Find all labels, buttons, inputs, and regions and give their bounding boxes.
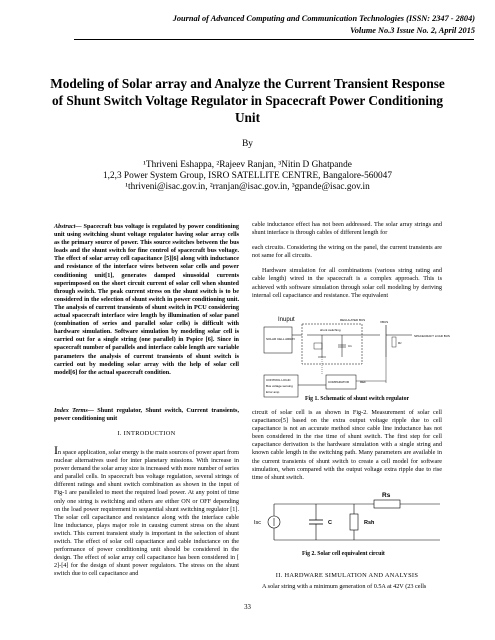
- fig1-ctrl-label: CONTROL LOGIC: [266, 378, 291, 382]
- section-heading-introduction: I. INTRODUCTION: [117, 430, 176, 437]
- fig1-cap-label: C1: [348, 344, 352, 348]
- fig1-error-label: Error amp: [266, 390, 280, 394]
- fig1-load-label: SPACECRAFT LOAD BUS: [414, 334, 450, 338]
- abstract-label: Abstract—: [54, 223, 82, 230]
- right-paragraph-2: each circuits. Considering the wiring on the panel, the current transients are not same for all circuits.: [252, 244, 442, 260]
- figure-1-schematic: [262, 313, 450, 405]
- by-line: By: [242, 139, 253, 149]
- fig1-ref-label: REF: [360, 380, 366, 384]
- fig1-switch: [314, 343, 322, 349]
- right-paragraph-5: A solar string with a minimum generation of 0.5A at 42V (23 cells: [262, 583, 427, 590]
- fig2-rs-label: Rs: [382, 492, 391, 499]
- right-col-bottom: [252, 583, 442, 598]
- figure-2-equivalent-circuit: [254, 490, 444, 548]
- volume-header: Volume No.3 Issue No. 2, April 2015: [350, 26, 475, 35]
- paper-title: Modeling of Solar array and Analyze the Current Transient Response of Shunt Switch Voltage Regulator in Spacecraft Power Conditioning Unit: [50, 76, 445, 125]
- page-number: 33: [244, 604, 251, 611]
- author-affiliation: 1,2,3 Power System Group, ISRO SATELLITE CENTRE, Bangalore-560047: [103, 171, 392, 181]
- fig1-sensing-label: Bus voltage sensing: [266, 384, 293, 388]
- fig1-reg-label: REGULATED BUS: [340, 318, 366, 322]
- author-names: ¹Thriveni Eshappa, ²Rajeev Ranjan, ³Nitin D Ghatpande: [143, 160, 352, 170]
- author-emails: ¹thriveni@isac.gov.in, ²rranjan@isac.gov.in, ³gpande@isac.gov.in: [125, 182, 370, 192]
- section-heading-hardware: II. HARDWARE SIMULATION AND ANALYSIS: [275, 572, 419, 579]
- introduction-body: [54, 443, 239, 579]
- abstract-text: Spacecraft bus voltage is regulated by power conditioning unit using switching shunt voltage regulator having solar array cells as the primary source of power. This source switches between the bus loads and the shunt switch for fine control of spacecraft bus voltage. The effect of solar array cell capacitance [5][6] along with inductance and resistance of the interface wires between solar cells and power conditioning unit[1], generates damped sinusoidal currents superimposed on the short circuit current of solar cell when shunted through switch. The peak current stress on the shunt switch is to be considered in the selection of shunt switch in power conditioning unit. The analysis of current transients of shunt switch in PCU considering actual spacecraft interface wire length by illumination of solar panel (combination of series and parallel solar cells) is difficult with hardware simulation. Software simulation by modeling solar cell is carried out for a single string (one parallel) in Pspice [6]. Since in spacecraft number of parallels and interface cable length are variable parameters the analysis of current transients of shunt switch is carried out by modeling solar array with the help of solar cell model[6] for the actual spacecraft condition.: [54, 223, 239, 376]
- fig1-resistor-label: Rz: [398, 341, 402, 345]
- fig1-vbus-label: VBUS: [380, 320, 389, 324]
- index-terms-label: Index Terms—: [54, 407, 94, 414]
- fig1-solar-label: SOLAR CELL ARRAY: [266, 337, 296, 341]
- fig1-input-label: Inuput: [278, 317, 295, 323]
- figure-1-caption: Fig 1. Schematic of shunt switch regulator: [305, 396, 410, 402]
- right-col-middle: [252, 409, 442, 489]
- fig2-rs-resistor: [374, 500, 400, 508]
- journal-header: Journal of Advanced Computing and Communication Technologies (ISSN: 2347 - 2804): [172, 14, 475, 23]
- fig1-shunt-label: shunt switching: [320, 328, 341, 332]
- right-paragraph-4: circuit of solar cell is as shown in Fig-2. Measurement of solar cell capacitance[5] based on the extra output voltage ripple due to cell capacitance is not an accurate method since cable line inductance has not been considered in the rise time of shunt switch. The first step for cell capacitance derivation is the hardware simulation with a single string and known cable length in the switching path. Many parameters are available in the current transients of shunt switch to create a cell model for software simulation, when compared with the output voltage extra ripple due to rise time of shunt switch.: [252, 409, 442, 481]
- index-terms: [54, 407, 239, 423]
- fig2-rsh-resistor: [350, 514, 358, 530]
- dropcap: I: [54, 443, 58, 457]
- right-paragraph-1: cable inductance effect has not been addressed. The solar array strings and shunt interface is through cables of different length for: [252, 221, 442, 237]
- right-col-top: [252, 221, 442, 307]
- author-block: [0, 160, 495, 193]
- fig1-comp-label: COMPARATOR: [328, 380, 350, 384]
- fig2-rsh-label: Rsh: [364, 520, 375, 526]
- figure-2-caption: Fig 2. Solar cell equivalent circuit: [302, 551, 385, 557]
- header-rule: [74, 39, 474, 40]
- index-terms-text: Shunt regulator, Shunt switch, Current transients, power conditioning unit: [54, 407, 240, 423]
- fig1-resistor: [392, 337, 396, 347]
- fig2-isc-label: Isc: [254, 520, 262, 526]
- introduction-paragraph: n space application, solar energy is the main sources of power apart from nuclear alternatives used for inter planetary missions. With increase in power demand the solar array size is increased with more number of series and parallel cells. In spacecraft bus voltage regulation, several strings of different ratings and shunt switch combination as shown in the input of Fig-1 are paralleled to meet the required load power. At any point of time only one string is switching and others are either ON or OFF depending on the load power requirement in sequential shunt switching regulator [1]. The solar cell capacitance and resistance along with the interface cable line inductance, plays major role in causing current stress on the shunt switch. This current transient study is important in the selection of shunt switch. The effect of solar cell capacitance and cable inductance on the performance of power conditioning unit should be considered in the design. The effect of solar array cell capacitance has been considered in [ 2]-[4] for the design of shunt power regulators. The stress on the shunt switch due to cell capacitance and: [54, 449, 239, 578]
- fig2-c-label: C: [328, 520, 332, 526]
- right-paragraph-3: Hardware simulation for all combinations (various string rating and cable length) wired in the spacecraft is a complex approach. This is achieved with software simulation through solar cell modeling by deriving internal cell capacitance and resistance. The equivalent: [252, 267, 442, 299]
- abstract: [54, 223, 239, 377]
